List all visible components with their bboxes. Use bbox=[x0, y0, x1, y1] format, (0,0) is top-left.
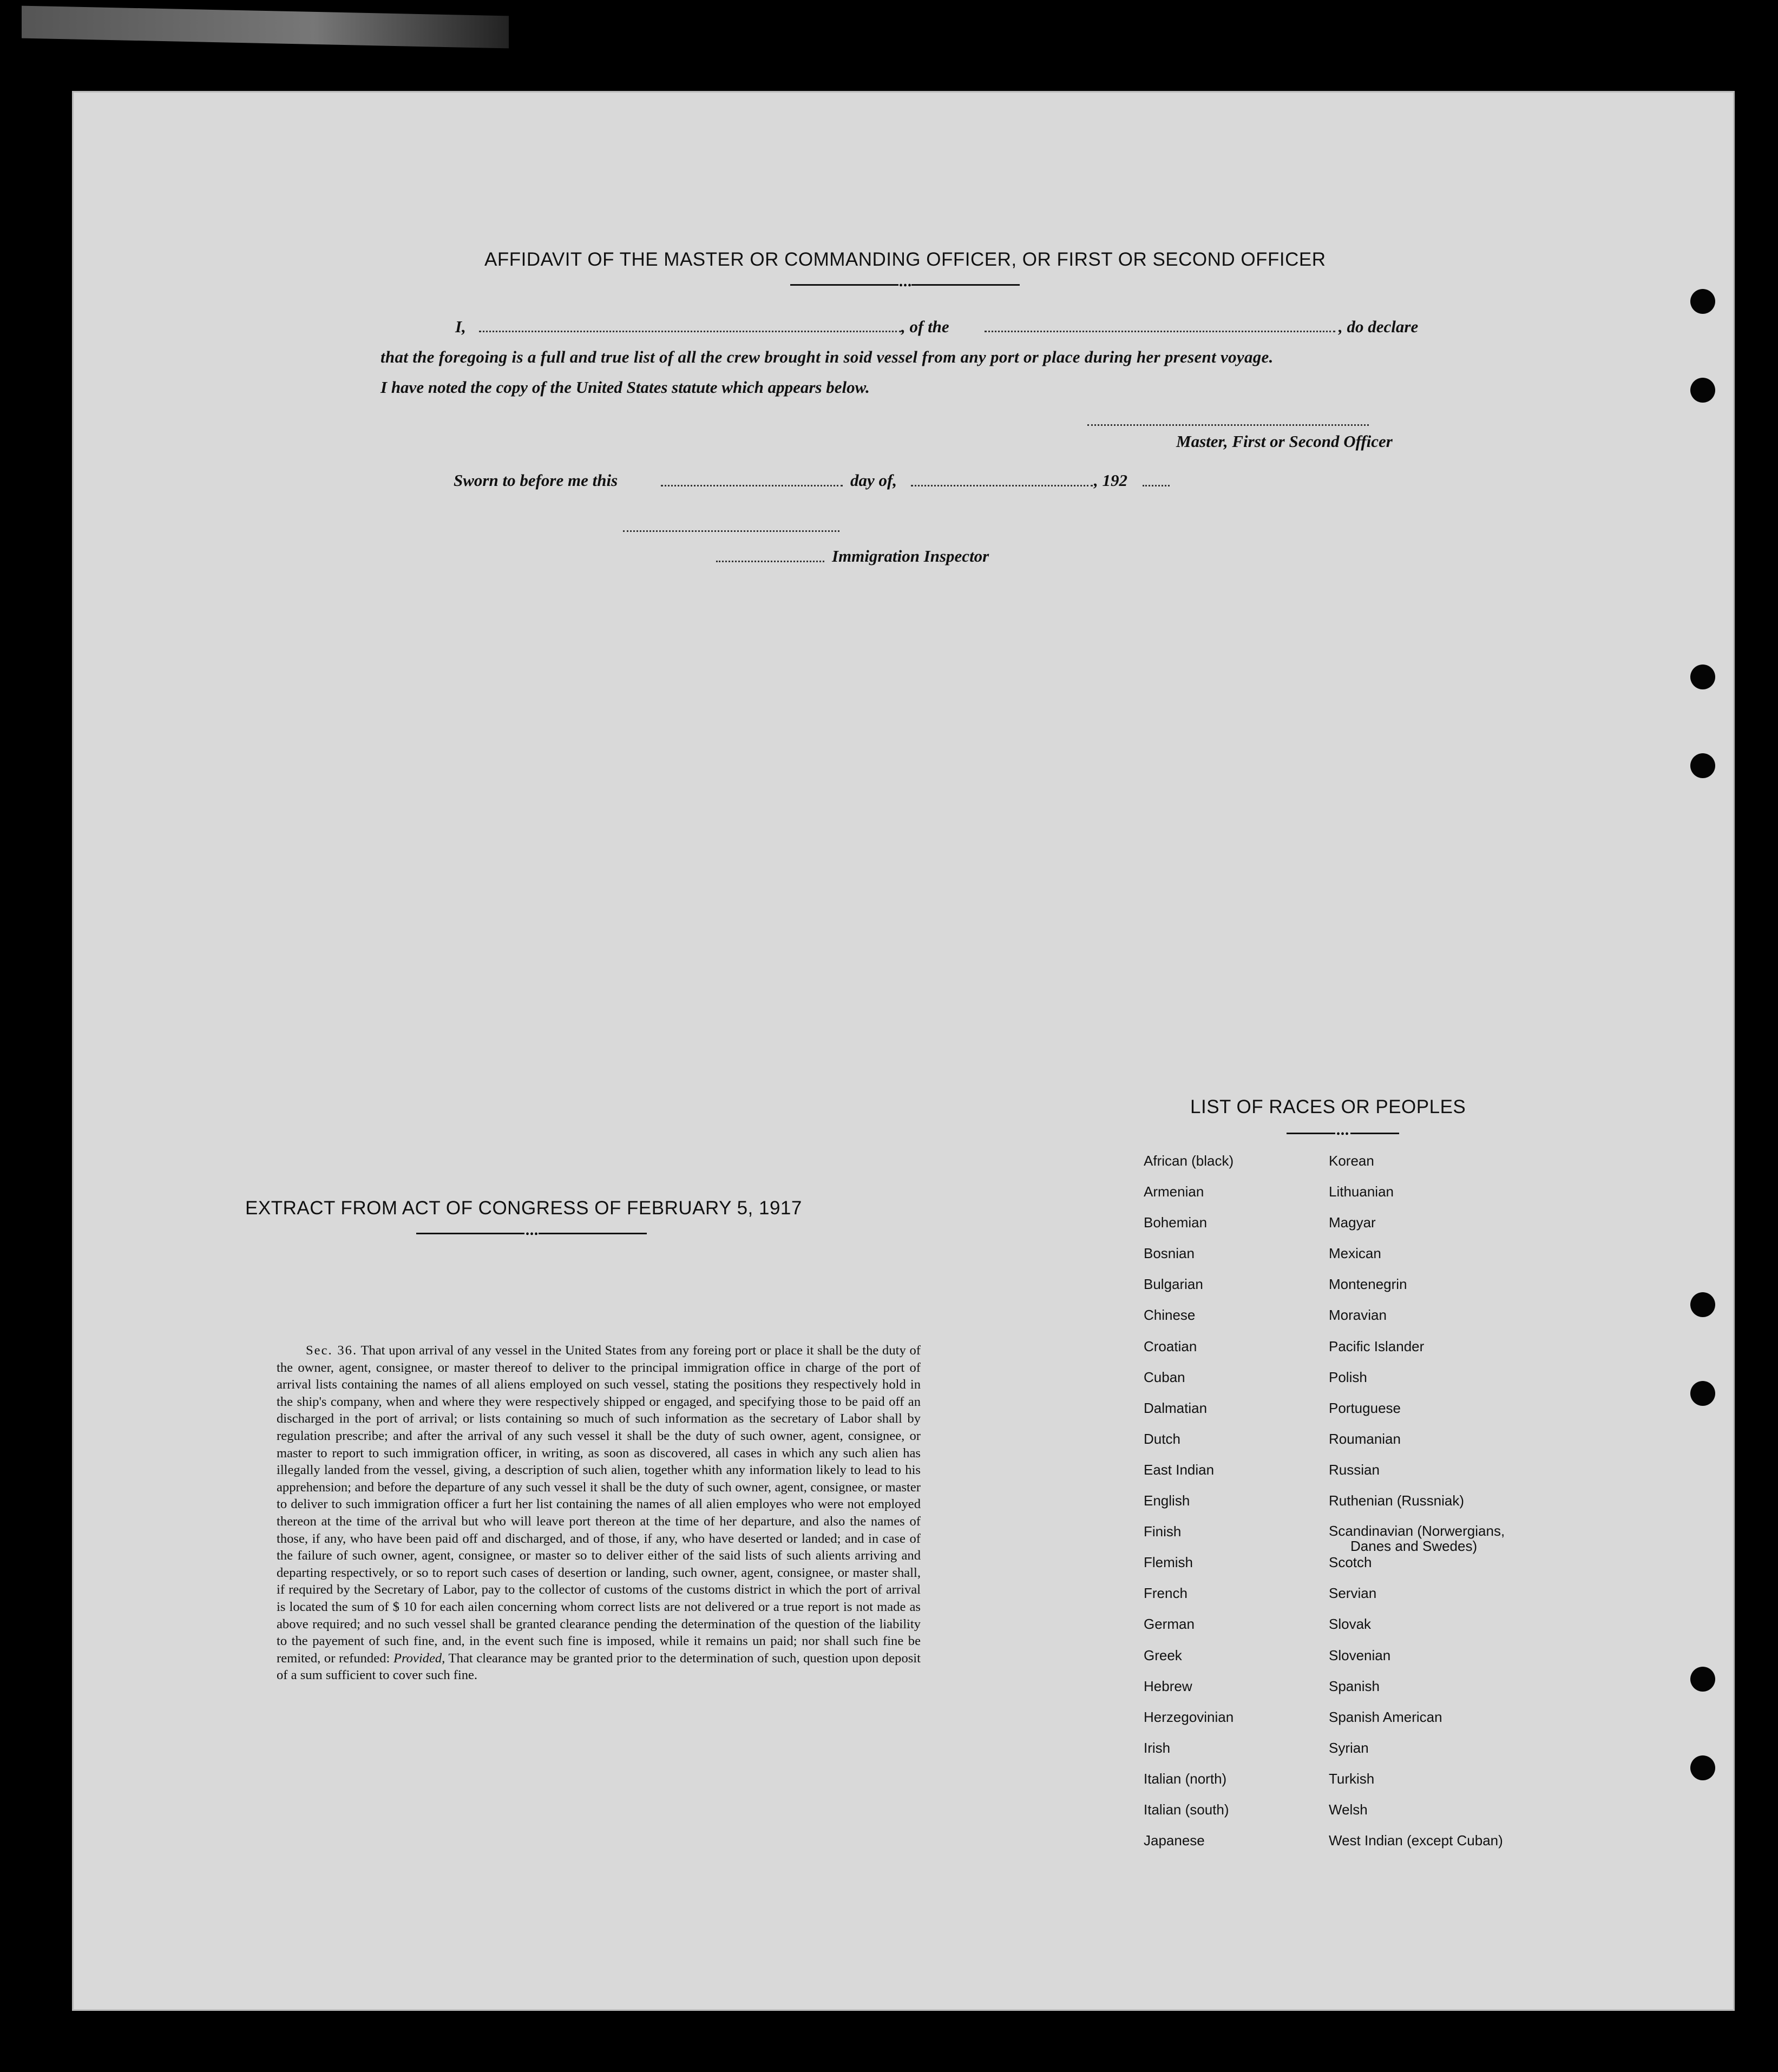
heading-rule bbox=[539, 1233, 647, 1234]
affidavit-of-the: , of the bbox=[901, 317, 949, 336]
inspector-label: Immigration Inspector bbox=[832, 547, 989, 565]
race-item: Roumanian bbox=[1329, 1430, 1401, 1447]
affidavit-do-declare: , do declare bbox=[1339, 317, 1419, 336]
race-item: Syrian bbox=[1329, 1739, 1369, 1756]
punch-hole bbox=[1690, 289, 1715, 314]
race-item: Herzegovinian bbox=[1144, 1708, 1234, 1725]
races-column-1 bbox=[1144, 1153, 1234, 1863]
race-item: West Indian (except Cuban) bbox=[1329, 1832, 1503, 1849]
race-item: Croatian bbox=[1144, 1338, 1197, 1354]
race-item: Korean bbox=[1329, 1153, 1374, 1169]
heading-rule bbox=[1287, 1133, 1335, 1134]
race-item: Slovak bbox=[1329, 1616, 1372, 1633]
races-heading: LIST OF RACES OR PEOPLES bbox=[1190, 1096, 1466, 1117]
scan-edge bbox=[22, 6, 509, 49]
race-item: English bbox=[1144, 1492, 1190, 1509]
race-item: Polish bbox=[1329, 1369, 1367, 1385]
master-signature-label: Master, First or Second Officer bbox=[1176, 432, 1393, 451]
race-item: Welsh bbox=[1329, 1801, 1368, 1818]
race-item: Bulgarian bbox=[1144, 1276, 1203, 1293]
race-item: Montenegrin bbox=[1329, 1276, 1407, 1293]
punch-hole bbox=[1690, 1667, 1715, 1692]
punch-hole bbox=[1690, 378, 1715, 403]
section-label: Sec. 36. bbox=[306, 1343, 358, 1358]
race-item: Japanese bbox=[1144, 1832, 1205, 1849]
race-item: Spanish bbox=[1329, 1678, 1380, 1694]
race-item-text: Scandinavian (Norwergians, bbox=[1329, 1523, 1505, 1540]
race-item: Ruthenian (Russniak) bbox=[1329, 1492, 1465, 1509]
sworn-day-blank bbox=[661, 485, 843, 486]
race-item: French bbox=[1144, 1585, 1187, 1602]
races-column-2 bbox=[1329, 1153, 1505, 1863]
race-item: Dalmatian bbox=[1144, 1399, 1208, 1416]
race-item: German bbox=[1144, 1616, 1195, 1633]
race-item: Cuban bbox=[1144, 1369, 1185, 1385]
year-label: , 192 bbox=[1094, 471, 1127, 490]
race-item: Greek bbox=[1144, 1647, 1182, 1663]
master-signature-line bbox=[1087, 424, 1369, 426]
inspector-signature-line bbox=[623, 530, 839, 532]
year-blank bbox=[1143, 485, 1170, 486]
section-tail: That clearance may be granted prior to the determination of such, question upon deposit of a sum sufficient to cover such fine. bbox=[277, 1650, 921, 1683]
punch-hole bbox=[1690, 753, 1715, 778]
affidavit-statute-note: I have noted the copy of the United States statute which appears below. bbox=[380, 378, 870, 397]
punch-hole bbox=[1690, 665, 1715, 689]
race-item: Finish bbox=[1144, 1523, 1182, 1540]
provided-word: Provided, bbox=[393, 1650, 445, 1666]
heading-rule bbox=[1350, 1133, 1399, 1134]
race-item: Chinese bbox=[1144, 1307, 1196, 1324]
race-item: Italian (south) bbox=[1144, 1801, 1229, 1818]
day-of-label: day of, bbox=[850, 471, 897, 490]
race-item: Slovenian bbox=[1329, 1647, 1391, 1663]
race-item: Flemish bbox=[1144, 1554, 1193, 1571]
heading-rule bbox=[911, 284, 1020, 286]
inspector-lead-dots bbox=[716, 561, 824, 562]
name-blank bbox=[479, 331, 901, 332]
affidavit-statement: that the foregoing is a full and true list of all the crew brought in soid vessel from any port or place during her present voyage. bbox=[380, 347, 1274, 366]
affidavit-line-i: I, bbox=[455, 317, 466, 336]
race-item: Scotch bbox=[1329, 1554, 1372, 1571]
punch-hole bbox=[1690, 1755, 1715, 1780]
heading-rule bbox=[790, 284, 898, 286]
race-item: East Indian bbox=[1144, 1461, 1215, 1478]
race-item: Dutch bbox=[1144, 1430, 1180, 1447]
race-item: Portuguese bbox=[1329, 1399, 1401, 1416]
race-item: Bohemian bbox=[1144, 1214, 1208, 1231]
extract-text bbox=[277, 1342, 921, 1684]
race-item: Irish bbox=[1144, 1739, 1171, 1756]
ornament: ••• bbox=[1336, 1128, 1350, 1140]
race-item: Moravian bbox=[1329, 1307, 1387, 1324]
document-page bbox=[72, 91, 1735, 2011]
ornament: ••• bbox=[526, 1228, 539, 1240]
ornament: ••• bbox=[899, 280, 913, 292]
heading-rule bbox=[416, 1233, 524, 1234]
extract-heading: EXTRACT FROM ACT OF CONGRESS OF FEBRUARY 5, 1917 bbox=[245, 1198, 802, 1219]
punch-hole bbox=[1690, 1292, 1715, 1317]
race-item: Spanish American bbox=[1329, 1708, 1442, 1725]
sworn-month-blank bbox=[911, 485, 1093, 486]
race-item: African (black) bbox=[1144, 1153, 1234, 1169]
race-item: Bosnian bbox=[1144, 1245, 1195, 1262]
race-item: Magyar bbox=[1329, 1214, 1376, 1231]
section-body: That upon arrival of any vessel in the United States from any foreing port or place it shall be the duty of the owner, agent, consignee, or master thereof to deliver to the principal immigration office in charge of the port of arrival lists containing the names of all aliens employed on such vessel, stating the positions they respectively hold in the ship's company, when and where they were respectively shipped or engaged, and specifying those to be paid off an discharged in the port of arrival; or lists containing so much of such information as the secretary of Labor shall by regulation prescribe; and after the arrival of any such vessel it shall be the duty of such owner, agent, consignee, or master to report to such immigration officer, in writing, as soon as discovered, all cases in which any such alien has illegally landed from the vessel, giving, a description of such alien, together whith any information likely to lead to his apprehension; and before the departure of any such vessel it shall be the duty of such owner, agent, consignee, or master to deliver to such immigration officer a furt her list containing the names of all alien employes who were not employed thereon at the time of the arrival but who will leave port thereon at the time of her departure, and also the names of those, if any, who have been paid off and discharged, and of those, if any, who have deserted or landed; and in case of the failure of such owner, agent, consignee, or master so to deliver either of the said lists of such alients arriving and departing respectively, or so to report such cases of desertion or landing, such owner, agent, consignee, or master shall, if required by the Secretary of Labor, pay to the collector of customs of the customs district in which the port of arrival is located the sum of $ 10 for each ailen concerning whom correct lists are not delivered or a true report is not made as above required; and no such vessel shall be granted clearance pending the determination of the question of the liability to the payement of such fine, and, in the event such fine is imposed, while it remains un paid; nor shall such fine be remited, or refunded: bbox=[277, 1343, 921, 1666]
race-item: Russian bbox=[1329, 1461, 1380, 1478]
race-item-continuation: Danes and Swedes) bbox=[1350, 1538, 1478, 1555]
race-item: Hebrew bbox=[1144, 1678, 1192, 1694]
race-item: Italian (north) bbox=[1144, 1770, 1227, 1787]
race-item: Pacific Islander bbox=[1329, 1338, 1425, 1354]
race-item: Servian bbox=[1329, 1585, 1377, 1602]
race-item: Armenian bbox=[1144, 1183, 1204, 1200]
race-item bbox=[1329, 1523, 1505, 1554]
sworn-label: Sworn to before me this bbox=[454, 471, 618, 490]
race-item: Mexican bbox=[1329, 1245, 1381, 1262]
position-blank bbox=[985, 331, 1335, 332]
race-item: Lithuanian bbox=[1329, 1183, 1394, 1200]
punch-hole bbox=[1690, 1381, 1715, 1406]
race-item: Turkish bbox=[1329, 1770, 1375, 1787]
affidavit-heading: AFFIDAVIT OF THE MASTER OR COMMANDING OFFICER, OR FIRST OR SECOND OFFICER bbox=[484, 249, 1326, 270]
